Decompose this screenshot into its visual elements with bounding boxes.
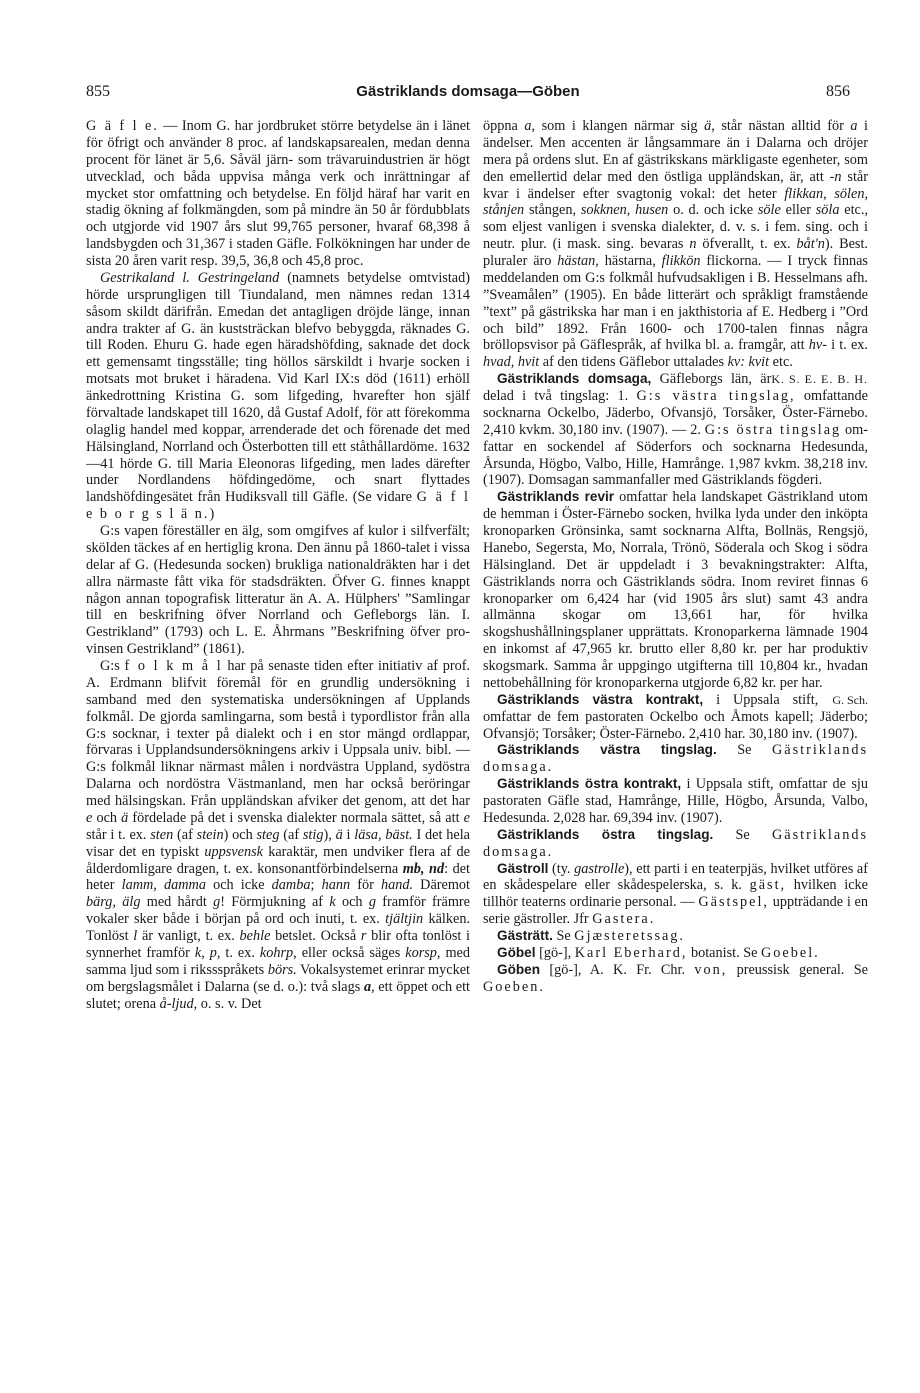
italic-term: hv- (808, 337, 827, 354)
text-run: omfattar hela landskapet Gästrikland utom de hemman i Öster-Färnebo socken, hvilka lyda under den inköpta kronoparken Grönsinka, samt socknarna Alfta, Bollnäs, Rengsjö, Hanebo, Segersta, Mo, Norrala, Trönö, Söderala och Skog i södra Hälsingland. Det är uppdeladt i 3 bevakningstrakter: Alfta, Gästriklands norra och Gästriklands södra. Inom reviret finnas 6 kronoparker om 6,424 har (vid 1905 års slut) samt 43 andra allmänna skogar om 13,661 har, för hvilka skogshushållningsplaner upprättats. Kronoparkerna lämnade 1904 en inkomst af 47,965 kr. brutto eller 8,80 kr. per har produktiv skogsmark. Samma år uppgingo utgifterna till 10,804 kr., hvadan nettobehållning för kronoparkerna utgjorde 6,82 kr. per har. (483, 489, 869, 691)
cross-reference: Goeben. (483, 978, 545, 995)
text-run: ) och (223, 826, 257, 843)
text-run: (ty. (548, 860, 575, 877)
entry-ostra-tingslag (483, 827, 868, 861)
italic-term: sten (150, 826, 174, 843)
text-run: öfverallt, t. ex. (696, 236, 797, 253)
text-run: [gö-], A. K. Fr. Chr. (540, 961, 695, 978)
spaced-term: G ä f l e. (86, 118, 159, 134)
text-run: har på senaste tiden efter initiativ af prof. A. Erdmann blifvit föremål för en grundlig undersökning i samband med den systematiska undersökningen af Upplands folkmål. De gjorda samlingarna, som bestå i typordlistor från alla G:s socknar, i texter på dialekt och i en stor mängd ordlappar, förvaras i Upplandsundersökningens arkiv i Uppsala univ. bibl. — G:s folkmål liknar närmast målen i nordvästra Uppland, sydöstra Dalarna och nordöstra Västmanland, men har också beröringar med hälsingskan. Från uppländskan afviker det genom, att det har (86, 658, 471, 809)
text-run: , med samma ljud som i rikssspråkets (86, 944, 470, 978)
text-run: Se (552, 928, 575, 944)
italic-term: n (689, 236, 697, 253)
text-run: ! Förmjukning af (220, 894, 330, 911)
text-run: Se (713, 826, 772, 843)
entry-gastroll (483, 861, 868, 929)
text-run: flickorna. — I tryck finnas meddelanden om G:s folkmål hufvudsakligen i B. Hesselmans afh. ”Sveamålen” (1905). En både litterärt och språkligt framstående ”text” på gästrikska har man i en jakthistoria af E. Hedberg i ”Ord och bild” 1892. Från 1600- och 1700-talen finnas några bröllopsvisor på Gäflespråk, af hvilka bl. a. framgår, att (483, 253, 868, 354)
italic-term: bärg, älg (86, 894, 141, 911)
cross-reference: Gastera. (592, 911, 656, 928)
paragraph-dialect (86, 658, 470, 1012)
text-run: t. ex. (220, 944, 260, 961)
text-run: , ett öppet och ett slutet; orena (86, 978, 470, 1012)
text-run: Däremot (413, 877, 471, 894)
italic-term: sokknen, husen (580, 202, 669, 219)
text-run: omfattar en sockendel af Söderfors och socknarna Hedesunda, Årsunda, Högbo, Valbo, Hille, Hamrånge. 1,987 kvkm. 38,218 inv. (1907). Domsagan sammanfaller med Gästriklands fögderi. (483, 421, 869, 489)
text-run: hvilken icke tillhör teaterns ordinarie personal. — (483, 877, 868, 911)
text-run: ), ett parti i en teaterpjäs, hvilket utföres af en skådespelare eller skådespelerska, s. k. (483, 860, 868, 894)
entry-headword: Gästriklands västra kontrakt, (497, 691, 704, 707)
spaced-term: G:s östra tingslag (704, 421, 842, 438)
entry-headword: Göbel (497, 944, 536, 960)
text-run: eller (780, 202, 816, 219)
page-number-right: 856 (826, 83, 850, 100)
italic-term: hand. (380, 877, 414, 894)
text-run: , som i klangen närmar sig (531, 118, 705, 134)
entry-ostra-kontrakt (483, 776, 868, 827)
italic-term: gastrolle (574, 860, 625, 877)
text-run: , eller också säges (293, 944, 406, 961)
text-run: Gäfleborgs län, är delad i två tingslag: 1. (483, 371, 772, 404)
italic-term: mb, nd (402, 860, 445, 877)
text-run: I det hela visar det en typiskt (86, 826, 470, 860)
text-run: uppträdande i en serie gästroller. Jfr (483, 894, 868, 928)
text-run: ), (323, 826, 336, 843)
entry-vastra-tingslag (483, 742, 868, 776)
paragraph-history (86, 270, 470, 523)
italic-term: ä (121, 809, 129, 826)
italic-term: g (213, 894, 221, 911)
text-run: ; (310, 877, 322, 894)
text-run: botanist. Se (687, 944, 762, 961)
entry-headword: Gästriklands västra tingslag. (497, 742, 717, 758)
italic-term: tjältjin (385, 911, 424, 928)
spaced-term: Karl Eberhard, (574, 944, 688, 961)
entry-gastriklands-domsaga (483, 371, 868, 489)
italic-term: r (360, 928, 367, 944)
italic-term: k, p, (194, 944, 221, 961)
text-run: etc. (769, 354, 793, 371)
text-run: , hästarna, (595, 253, 662, 269)
italic-term: lamm, damma (121, 877, 206, 894)
text-run: är vanligt, t. ex. (137, 928, 240, 944)
text-run: af den tidens Gäflebor uttalades (539, 354, 728, 371)
text-run: för (350, 877, 381, 894)
text-run: i t. ex. (827, 337, 868, 354)
text-run: kälken. Tonlöst (86, 911, 471, 944)
page-header (86, 83, 850, 107)
entry-headword: Gästriklands domsaga, (497, 371, 652, 387)
text-run: blir ofta tonlöst i synnerhet framför (86, 928, 470, 961)
paragraph-coat-of-arms (86, 523, 470, 658)
italic-term: damba (271, 877, 311, 894)
italic-term: kohrp (259, 944, 294, 961)
italic-term: a (850, 118, 858, 134)
text-run: och (335, 894, 369, 911)
text-run: (namnets betydelse omtvistad) hörde ursprungligen till Tiundaland, men nämnes redan 1314 såsom skildt därifrån. Emedan det antagligen dröjde länge, innan andra trakter af G. än kuststräckan blefvo bebyggda, räknades G. till Roden. Ehuru G. hade egen häradshöfding, saknade det dock ett gemensamt tingsställe; ting höllos särskildt i hvarje socken i motsats mot bruket i häradena. Vid Karl IX:s död (1611) erhöll änkedrottning Kristina G. som lifgeding, hvarefter hon själf förvaltade landskapet till 1620, då Gustaf Adolf, för att förekomma olaglig handel med koppar, arrenderade det och förenade det med Hälsingland, Norrland och Österbotten till ett ståthållardöme. 1632—41 hörde G. till Maria Eleonoras lifgeding, men lades därefter under Nordlandens höfdingedöme, och snart flyttades landshöfdingesätet från Hudiksvall till Gäfle. (Se vidare (86, 269, 470, 506)
text-run: betslet. Också (270, 928, 361, 944)
italic-term: g (368, 894, 376, 911)
page-number-left: 855 (86, 83, 110, 100)
entry-goben (483, 962, 868, 996)
text-run: preussisk general. Se (727, 961, 868, 978)
italic-term: läsa, bäst. (354, 826, 413, 843)
text-run: ) (209, 506, 215, 523)
cross-reference: Gjæsteretssag. (574, 928, 685, 944)
italic-term: steg (256, 826, 280, 843)
cross-reference: Gästriklands domsaga. (483, 826, 868, 860)
text-run: fördelade på det i svenska dialekter normala sättet, så att (128, 809, 464, 826)
text-run: öppna (483, 118, 525, 134)
italic-term: a (363, 978, 372, 995)
italic-term: uppsvensk (204, 843, 263, 860)
text-run: framför främre vokaler sker både i början på ord och inuti, t. ex. (86, 894, 470, 928)
entry-headword: Gästriklands östra kontrakt, (497, 776, 682, 792)
text-run: med hårdt (140, 894, 214, 911)
text-run: (af (279, 826, 303, 843)
italic-term: ä (335, 826, 343, 843)
italic-term: stein (196, 826, 224, 843)
text-run: (af (173, 826, 197, 843)
text-run: omfattande socknarna Ockelbo, Jäderbo, Ofvansjö, Torsåker, Öster-Färnebo. 2,410 kvkm. 30,180 inv. (1907). — 2. (483, 388, 868, 438)
italic-term: l (133, 928, 138, 944)
running-title: Gästriklands domsaga—Göben (356, 83, 580, 100)
spaced-term: Gästspel, (698, 894, 769, 911)
spaced-term: gäst, (749, 877, 787, 894)
italic-term: flikkan, sölen, stånjen (483, 185, 869, 219)
italic-term: hvad, hvit (483, 354, 540, 371)
spaced-term: G:s västra tingslag, (636, 388, 796, 404)
entry-headword: Gästriklands revir (497, 489, 615, 505)
text-run: etc., som eljest vanligen i svenska dialekter, d. v. s. i fem. sing. och i neutr. plur. (i mask. sing. bevaras (483, 202, 869, 253)
italic-term: hästan (557, 253, 596, 269)
text-run: stången, (524, 202, 581, 219)
text-run: karaktär, men undviker flera af de ålderdomligare dragen, t. ex. konsonantförbindelserna (86, 843, 470, 877)
text-run: : det heter (86, 860, 471, 894)
italic-term: söle (757, 202, 781, 219)
italic-term: -n (829, 168, 842, 185)
text-run: G:s (100, 658, 125, 674)
text-run: G:s vapen föreställer en älg, som omgifves af kulor i silfverfält; skölden täckes af en hertiglig krona. Den ännu på 1860-talet i vissa delar af G. (Hedesunda socken) brukliga nationaldräkten har i det allra närmaste fått vika för stadsdräkten. Öfver G. finnes knappt någon annan topografisk litteratur än A. A. Hülphers' ”Samlingar till en beskrifning öfver Norrland och Gefleborgs län. I. Gestrikland” (1793) och L. E. Åhrmans ”Beskrifning öfver provinsen Gestrikland” (1861). (86, 523, 470, 658)
text-run: och (92, 809, 122, 826)
text-run: ). Best. pluraler äro (483, 236, 868, 269)
spaced-term: f o l k m å l (124, 658, 223, 674)
italic-term: k (329, 894, 336, 911)
text-run: Vokalsystemet erinrar mycket om bergslagsmålet i Dalarna (se d. o.): två slags (86, 961, 470, 995)
text-run: står i t. ex. (86, 826, 151, 843)
entry-gobel (483, 945, 868, 962)
entry-headword: Gästriklands östra tingslag. (497, 826, 714, 842)
cross-reference: G ä f l e b o r g s l ä n. (86, 489, 470, 523)
author-signature: K. S. E. E. B. H. (771, 372, 868, 387)
text-run: står kvar i ändelser efter svagtonig vokal: det heter (483, 168, 868, 202)
italic-term: hann (321, 877, 351, 894)
text-run: i Uppsala stift, omfattar de sju pastoraten Gäfle stad, Hamrånge, Hille, Högbo, Årsunda, Valbo, Hedesunda. 2,028 har. 69,394 inv. (1907). (483, 776, 868, 826)
italic-term: behle (239, 928, 271, 944)
text-run: , o. s. v. Det (193, 995, 262, 1012)
italic-term: kv: kvit (727, 354, 770, 371)
text-run: , står nästan alltid för (711, 118, 851, 134)
entry-headword: Gästrätt. (497, 928, 553, 943)
cross-reference: Goebel. (761, 944, 820, 961)
text-run: i Uppsala stift, omfattar de fem pastoraten Ockelbo och Åmots kapell; Jäderbo; Ofvansjö; Torsåker; Öster-Färnebo. 2,410 har. 30,180 inv. (1907). (483, 691, 868, 742)
paragraph-gafle-population (86, 118, 470, 270)
italic-term: e (463, 809, 470, 826)
italic-term: å-ljud (159, 995, 194, 1012)
entry-gastratt (483, 928, 868, 945)
text-run: — Inom G. har jordbruket större betydelse än i länet för öfrigt och använder 8 proc. af landskapsarealen, medan denna procent för länet är 5,6. Såväl järn- som trävaruindustrien är högt utvecklad, och båda uppvisa många verk och inrättningar af mycket stor omfattning och betydelse. En följd häraf har varit en stadig ökning af folkmängden, som på mindre än 50 år fördubblats och utgjorde vid 1907 års slut 99,765 personer, hvaraf 68,398 å landsbygden och 31,367 i staden Gäfle. Folkökningen har under de sista 20 åren varit resp. 39,5, 36,8 och 45,8 proc. (86, 118, 470, 269)
spaced-term: von, (694, 961, 728, 978)
italic-term: stig (302, 826, 324, 843)
italic-term: korsp (405, 944, 437, 961)
left-column (86, 118, 470, 1012)
text-run: [gö-], (535, 944, 575, 961)
right-column (483, 118, 868, 996)
author-signature: G. Sch. (832, 692, 868, 707)
text-run: i (342, 826, 355, 843)
text-run: o. d. och icke (668, 202, 758, 219)
entry-headword: Gästroll (497, 860, 549, 876)
italic-term: börs. (267, 961, 297, 978)
italic-term: Gestrikaland l. Gestringeland (100, 269, 280, 286)
italic-term: flikkön (661, 253, 701, 269)
italic-term: söla (815, 202, 840, 219)
text-run: i ändelser. Men accenten är långsammare än i Dalarna och dröjer mera på ordens slut. En af gästrikskans märkligaste egenheter, som den emellertid delar med den östliga uppländskan, är, att (483, 118, 868, 185)
italic-term: båt'n (796, 236, 825, 253)
entry-vastra-kontrakt (483, 692, 868, 743)
text-run: och icke (205, 877, 272, 894)
italic-term: ä (704, 118, 712, 134)
italic-term: a (524, 118, 532, 134)
italic-term: e (86, 809, 93, 826)
entry-headword: Göben (497, 961, 541, 977)
cross-reference: Gästriklands domsaga. (483, 742, 869, 776)
text-run: Se (716, 742, 772, 759)
